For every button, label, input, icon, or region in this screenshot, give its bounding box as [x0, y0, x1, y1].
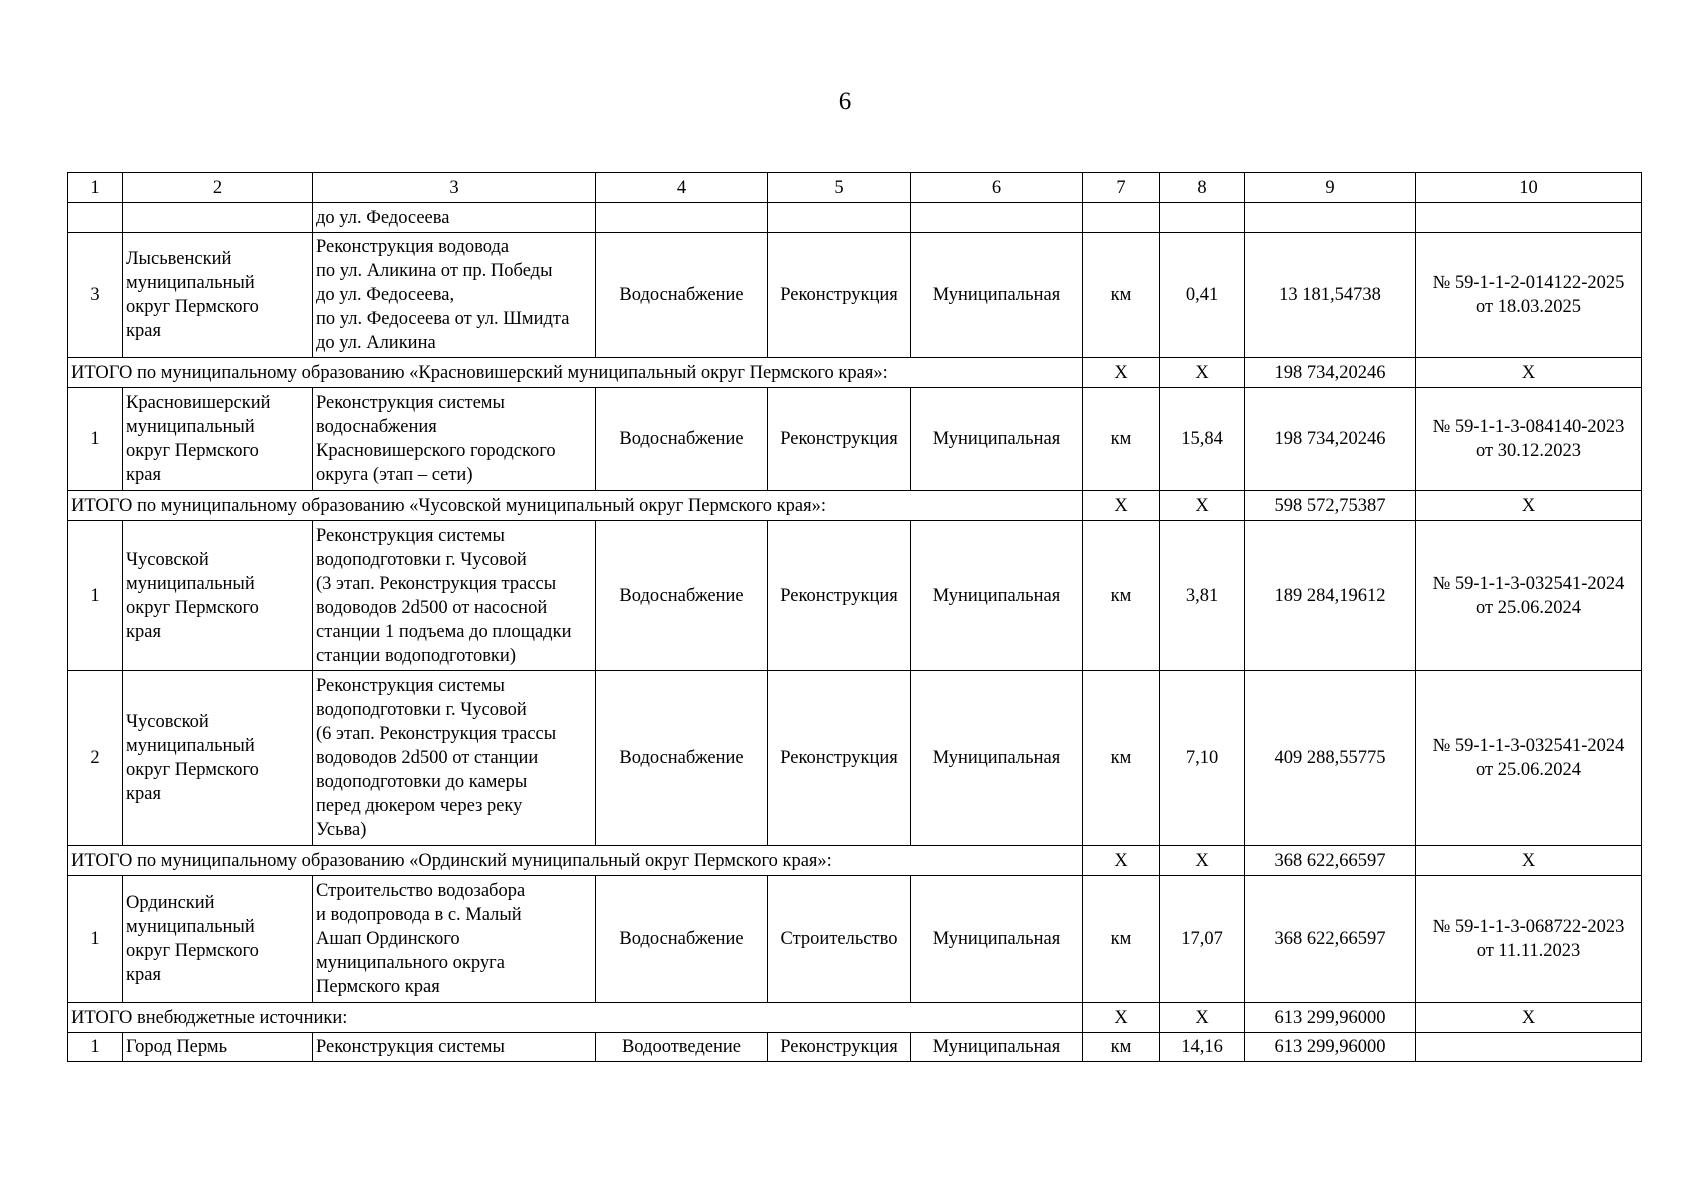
table-row [68, 203, 1642, 233]
total-total-amount: 598 572,75387 [1245, 491, 1416, 521]
cell-ownership: Муниципальная [911, 876, 1083, 1003]
column-number-1: 1 [68, 173, 123, 203]
total-capacity: X [1160, 846, 1245, 876]
total-unit: X [1083, 1003, 1160, 1033]
cell-capacity: 15,84 [1160, 388, 1245, 491]
total-unit: X [1083, 846, 1160, 876]
table-header-row [68, 173, 1642, 203]
cell-ownership: Муниципальная [911, 388, 1083, 491]
column-number-3: 3 [313, 173, 596, 203]
cell-expertise-conclusion: № 59-1-1-2-014122-2025 от 18.03.2025 [1416, 233, 1642, 358]
total-capacity: X [1160, 491, 1245, 521]
cell-amount: 189 284,19612 [1245, 521, 1416, 671]
column-number-6: 6 [911, 173, 1083, 203]
cell-amount: 198 734,20246 [1245, 388, 1416, 491]
cell-sector: Водоотведение [596, 1033, 768, 1062]
total-expertise-conclusion: X [1416, 358, 1642, 388]
table-row [68, 388, 1642, 491]
cell-municipality-name: Красновишерский муниципальный округ Пермского края [123, 388, 313, 491]
page-number: 6 [838, 88, 852, 115]
column-number-7: 7 [1083, 173, 1160, 203]
cell-amount: 13 181,54738 [1245, 233, 1416, 358]
cell-ownership: Муниципальная [911, 233, 1083, 358]
cell-ownership [911, 203, 1083, 233]
total-expertise-conclusion: X [1416, 1003, 1642, 1033]
table-row [68, 233, 1642, 358]
cell-work-type: Реконструкция [768, 388, 911, 491]
cell-sector: Водоснабжение [596, 876, 768, 1003]
cell-object-description: Реконструкция системы водоподготовки г. Чусовой (6 этап. Реконструкция трассы водоводов 2d500 от станции водоподготовки до камеры перед дюкером через реку Усьва) [313, 671, 596, 846]
cell-work-type: Реконструкция [768, 671, 911, 846]
cell-unit: км [1083, 233, 1160, 358]
cell-amount: 613 299,96000 [1245, 1033, 1416, 1062]
column-number-10: 10 [1416, 173, 1642, 203]
cell-expertise-conclusion: № 59-1-1-3-032541-2024 от 25.06.2024 [1416, 671, 1642, 846]
cell-municipality-name [123, 203, 313, 233]
cell-row-number: 2 [68, 671, 123, 846]
cell-municipality-name: Лысьвенский муниципальный округ Пермского края [123, 233, 313, 358]
cell-amount: 368 622,66597 [1245, 876, 1416, 1003]
cell-row-number [68, 203, 123, 233]
total-expertise-conclusion: X [1416, 491, 1642, 521]
cell-amount [1245, 203, 1416, 233]
total-row [68, 1003, 1642, 1033]
cell-capacity: 14,16 [1160, 1033, 1245, 1062]
table-row [68, 876, 1642, 1003]
cell-municipality-name: Город Пермь [123, 1033, 313, 1062]
cell-work-type [768, 203, 911, 233]
cell-sector: Водоснабжение [596, 388, 768, 491]
cell-sector: Водоснабжение [596, 521, 768, 671]
total-label: ИТОГО по муниципальному образованию «Красновишерский муниципальный округ Пермского края»: [68, 358, 1083, 388]
cell-row-number: 1 [68, 876, 123, 1003]
cell-ownership: Муниципальная [911, 671, 1083, 846]
cell-sector: Водоснабжение [596, 671, 768, 846]
cell-unit: км [1083, 388, 1160, 491]
cell-sector [596, 203, 768, 233]
total-total-amount: 198 734,20246 [1245, 358, 1416, 388]
column-number-5: 5 [768, 173, 911, 203]
column-number-9: 9 [1245, 173, 1416, 203]
cell-expertise-conclusion: № 59-1-1-3-032541-2024 от 25.06.2024 [1416, 521, 1642, 671]
cell-work-type: Реконструкция [768, 521, 911, 671]
table-row [68, 671, 1642, 846]
total-total-amount: 368 622,66597 [1245, 846, 1416, 876]
cell-row-number: 1 [68, 521, 123, 671]
cell-work-type: Строительство [768, 876, 911, 1003]
cell-capacity: 3,81 [1160, 521, 1245, 671]
cell-unit: км [1083, 876, 1160, 1003]
cell-row-number: 1 [68, 388, 123, 491]
cell-ownership: Муниципальная [911, 1033, 1083, 1062]
cell-object-description: до ул. Федосеева [313, 203, 596, 233]
cell-row-number: 1 [68, 1033, 123, 1062]
cell-expertise-conclusion: № 59-1-1-3-068722-2023 от 11.11.2023 [1416, 876, 1642, 1003]
cell-expertise-conclusion [1416, 1033, 1642, 1062]
cell-ownership: Муниципальная [911, 521, 1083, 671]
total-label: ИТОГО по муниципальному образованию «Чусовской муниципальный округ Пермского края»: [68, 491, 1083, 521]
cell-object-description: Строительство водозабора и водопровода в с. Малый Ашап Ординского муниципального округа Пермского края [313, 876, 596, 1003]
cell-capacity: 7,10 [1160, 671, 1245, 846]
cell-municipality-name: Ординский муниципальный округ Пермского края [123, 876, 313, 1003]
total-row [68, 358, 1642, 388]
total-unit: X [1083, 358, 1160, 388]
cell-capacity: 17,07 [1160, 876, 1245, 1003]
column-number-8: 8 [1160, 173, 1245, 203]
cell-capacity: 0,41 [1160, 233, 1245, 358]
cell-object-description: Реконструкция системы водоподготовки г. Чусовой (3 этап. Реконструкция трассы водоводов 2d500 от насосной станции 1 подъема до площадки станции водоподготовки) [313, 521, 596, 671]
cell-municipality-name: Чусовской муниципальный округ Пермского края [123, 521, 313, 671]
cell-municipality-name: Чусовской муниципальный округ Пермского края [123, 671, 313, 846]
total-row [68, 846, 1642, 876]
document-table [67, 172, 1642, 1062]
cell-expertise-conclusion [1416, 203, 1642, 233]
cell-work-type: Реконструкция [768, 1033, 911, 1062]
total-capacity: X [1160, 1003, 1245, 1033]
cell-object-description: Реконструкция системы [313, 1033, 596, 1062]
total-expertise-conclusion: X [1416, 846, 1642, 876]
cell-object-description: Реконструкция системы водоснабжения Красновишерского городского округа (этап – сети) [313, 388, 596, 491]
table-row [68, 521, 1642, 671]
total-total-amount: 613 299,96000 [1245, 1003, 1416, 1033]
cell-row-number: 3 [68, 233, 123, 358]
cell-unit: км [1083, 671, 1160, 846]
total-row [68, 491, 1642, 521]
column-number-2: 2 [123, 173, 313, 203]
cell-amount: 409 288,55775 [1245, 671, 1416, 846]
cell-expertise-conclusion: № 59-1-1-3-084140-2023 от 30.12.2023 [1416, 388, 1642, 491]
cell-sector: Водоснабжение [596, 233, 768, 358]
total-unit: X [1083, 491, 1160, 521]
cell-unit [1083, 203, 1160, 233]
total-label: ИТОГО внебюджетные источники: [68, 1003, 1083, 1033]
total-label: ИТОГО по муниципальному образованию «Ординский муниципальный округ Пермского края»: [68, 846, 1083, 876]
total-capacity: X [1160, 358, 1245, 388]
table-body [68, 173, 1642, 1062]
cell-capacity [1160, 203, 1245, 233]
cell-work-type: Реконструкция [768, 233, 911, 358]
cell-unit: км [1083, 1033, 1160, 1062]
column-number-4: 4 [596, 173, 768, 203]
cell-unit: км [1083, 521, 1160, 671]
cell-object-description: Реконструкция водовода по ул. Аликина от пр. Победы до ул. Федосеева, по ул. Федосеева от ул. Шмидта до ул. Аликина [313, 233, 596, 358]
table-row [68, 1033, 1642, 1062]
